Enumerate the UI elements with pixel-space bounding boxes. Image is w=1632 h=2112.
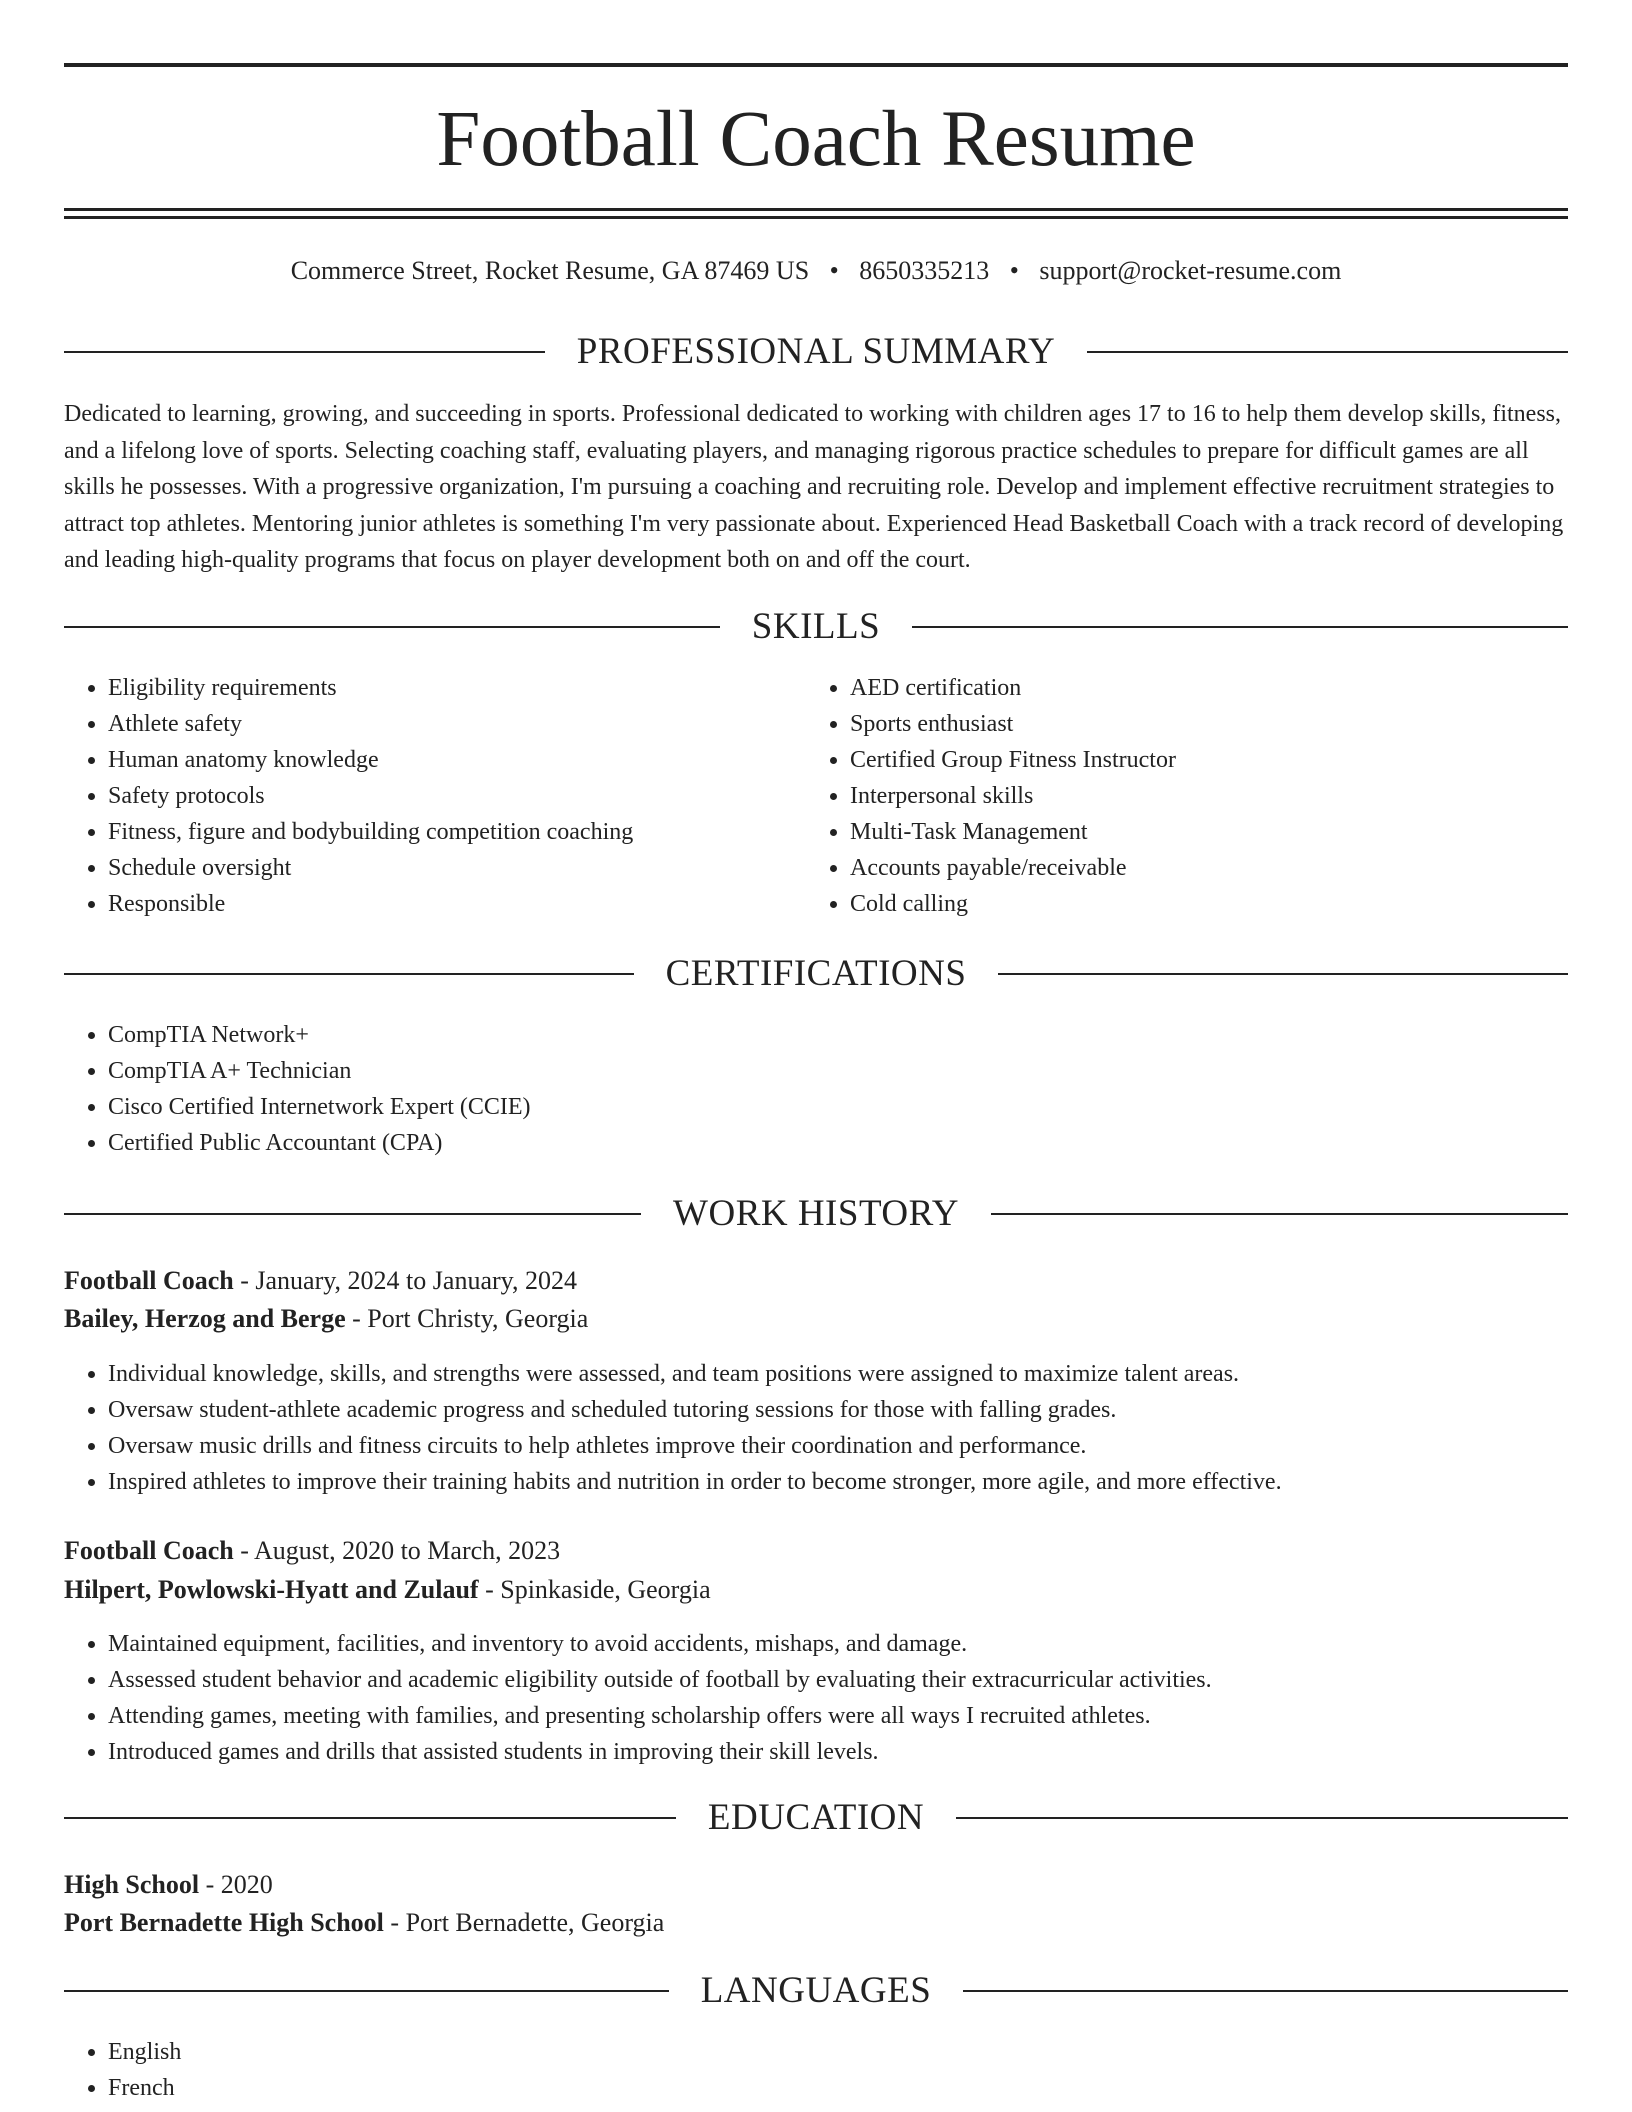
list-item: • Certified Group Fitness Instructor bbox=[850, 742, 1176, 778]
list-item: • Eligibility requirements bbox=[108, 670, 633, 706]
list-item: • Interpersonal skills bbox=[850, 778, 1176, 814]
list-item: • AED certification bbox=[850, 670, 1176, 706]
heading-line bbox=[64, 351, 545, 353]
list-item: • CompTIA Network+ bbox=[108, 1017, 531, 1053]
contact-separator: • bbox=[1009, 256, 1019, 285]
section-heading-languages bbox=[64, 1969, 1568, 2013]
list-item: • Safety protocols bbox=[108, 778, 633, 814]
heading-line bbox=[64, 1990, 669, 1992]
contact-line bbox=[64, 254, 1568, 288]
section-title: EDUCATION bbox=[707, 1797, 925, 1838]
job-dates: - January, 2024 to January, 2024 bbox=[233, 1266, 577, 1295]
contact-phone: 8650335213 bbox=[859, 256, 990, 285]
job-bullets bbox=[64, 1356, 1282, 1500]
list-item: • Oversaw music drills and fitness circuits to help athletes improve their coordination and performance. bbox=[108, 1428, 1282, 1464]
list-item: • Sports enthusiast bbox=[850, 706, 1176, 742]
list-item: • Assessed student behavior and academic eligibility outside of football by evaluating their extracurricular activities. bbox=[108, 1662, 1212, 1698]
list-item: • Athlete safety bbox=[108, 706, 633, 742]
heading-line bbox=[912, 626, 1568, 628]
section-title: WORK HISTORY bbox=[673, 1193, 959, 1234]
section-title: CERTIFICATIONS bbox=[665, 953, 967, 994]
job-company-line bbox=[64, 1300, 1568, 1338]
list-item: • CompTIA A+ Technician bbox=[108, 1053, 531, 1089]
top-rule bbox=[64, 63, 1568, 67]
job-title-line bbox=[64, 1532, 1568, 1570]
skills-list-right bbox=[806, 670, 1176, 922]
section-title: PROFESSIONAL SUMMARY bbox=[576, 331, 1056, 372]
section-heading-certifications bbox=[64, 952, 1568, 996]
list-item: • Fitness, figure and bodybuilding competition coaching bbox=[108, 814, 633, 850]
summary-text: Dedicated to learning, growing, and succeeding in sports. Professional dedicated to working with children ages 17 to 16 to help them develop skills, fitness, and a lifelong love of sports. Selecting coaching staff, evaluating players, and managing rigorous practice schedules to prepare for difficult games are all skills he possesses. With a progressive organization, I'm pursuing a coaching and recruiting role. Develop and implement effective recruitment strategies to attract top athletes. Mentoring junior athletes is something I'm very passionate about. Experienced Head Basketball Coach with a track record of developing and leading high-quality programs that focus on player development both on and off the court. bbox=[64, 401, 1564, 573]
list-item: • Individual knowledge, skills, and strengths were assessed, and team positions were assigned to maximize talent areas. bbox=[108, 1356, 1282, 1392]
section-heading-education bbox=[64, 1796, 1568, 1840]
heading-line bbox=[64, 626, 720, 628]
job-dates: - August, 2020 to March, 2023 bbox=[233, 1536, 561, 1565]
list-item: • Cisco Certified Internetwork Expert (CCIE) bbox=[108, 1089, 531, 1125]
job-company: Bailey, Herzog and Berge bbox=[64, 1304, 346, 1333]
job-title: Football Coach bbox=[64, 1266, 234, 1295]
list-item: • Schedule oversight bbox=[108, 850, 633, 886]
list-item: • Responsible bbox=[108, 886, 633, 922]
list-item: • English bbox=[108, 2034, 181, 2070]
list-item: • Accounts payable/receivable bbox=[850, 850, 1176, 886]
heading-line bbox=[1087, 351, 1568, 353]
job-location: - Port Christy, Georgia bbox=[345, 1304, 589, 1333]
page-title: Football Coach Resume bbox=[436, 96, 1196, 183]
list-item: • Human anatomy knowledge bbox=[108, 742, 633, 778]
education-school-line bbox=[64, 1904, 1568, 1942]
list-item: • French bbox=[108, 2070, 181, 2106]
heading-line bbox=[956, 1817, 1568, 1819]
list-item: • Inspired athletes to improve their training habits and nutrition in order to become stronger, more agile, and more effective. bbox=[108, 1464, 1282, 1500]
contact-address: Commerce Street, Rocket Resume, GA 87469 US bbox=[290, 256, 810, 285]
section-heading-skills bbox=[64, 605, 1568, 649]
heading-line bbox=[963, 1990, 1568, 1992]
contact-email: support@rocket-resume.com bbox=[1039, 256, 1342, 285]
section-title: SKILLS bbox=[751, 606, 881, 647]
list-item: • Introduced games and drills that assisted students in improving their skill levels. bbox=[108, 1734, 1212, 1770]
section-heading-work bbox=[64, 1192, 1568, 1236]
section-title: LANGUAGES bbox=[700, 1970, 932, 2011]
heading-line bbox=[998, 973, 1568, 975]
list-item: • Certified Public Accountant (CPA) bbox=[108, 1125, 531, 1161]
education-degree: High School bbox=[64, 1870, 200, 1899]
heading-line bbox=[64, 973, 634, 975]
languages-list bbox=[64, 2034, 181, 2106]
education-degree-line bbox=[64, 1866, 1568, 1904]
education-school: Port Bernadette High School bbox=[64, 1908, 384, 1937]
job-bullets bbox=[64, 1626, 1212, 1770]
heading-line bbox=[991, 1213, 1568, 1215]
list-item: • Attending games, meeting with families, and presenting scholarship offers were all ways I recruited athletes. bbox=[108, 1698, 1212, 1734]
title-rule-lower bbox=[64, 216, 1568, 219]
education-location: - Port Bernadette, Georgia bbox=[383, 1908, 665, 1937]
job-location: - Spinkaside, Georgia bbox=[478, 1575, 711, 1604]
heading-line bbox=[64, 1213, 641, 1215]
list-item: • Oversaw student-athlete academic progress and scheduled tutoring sessions for those with falling grades. bbox=[108, 1392, 1282, 1428]
certifications-list bbox=[64, 1017, 531, 1161]
job-title: Football Coach bbox=[64, 1536, 234, 1565]
contact-separator: • bbox=[829, 256, 839, 285]
skills-list-left bbox=[64, 670, 633, 922]
list-item: • Cold calling bbox=[850, 886, 1176, 922]
heading-line bbox=[64, 1817, 676, 1819]
job-company: Hilpert, Powlowski-Hyatt and Zulauf bbox=[64, 1575, 479, 1604]
section-heading-summary bbox=[64, 330, 1568, 374]
list-item: • Multi-Task Management bbox=[850, 814, 1176, 850]
job-title-line bbox=[64, 1262, 1568, 1300]
list-item: • Maintained equipment, facilities, and inventory to avoid accidents, mishaps, and damage. bbox=[108, 1626, 1212, 1662]
job-company-line bbox=[64, 1571, 1568, 1609]
title-rule-upper bbox=[64, 208, 1568, 211]
education-year: - 2020 bbox=[199, 1870, 273, 1899]
